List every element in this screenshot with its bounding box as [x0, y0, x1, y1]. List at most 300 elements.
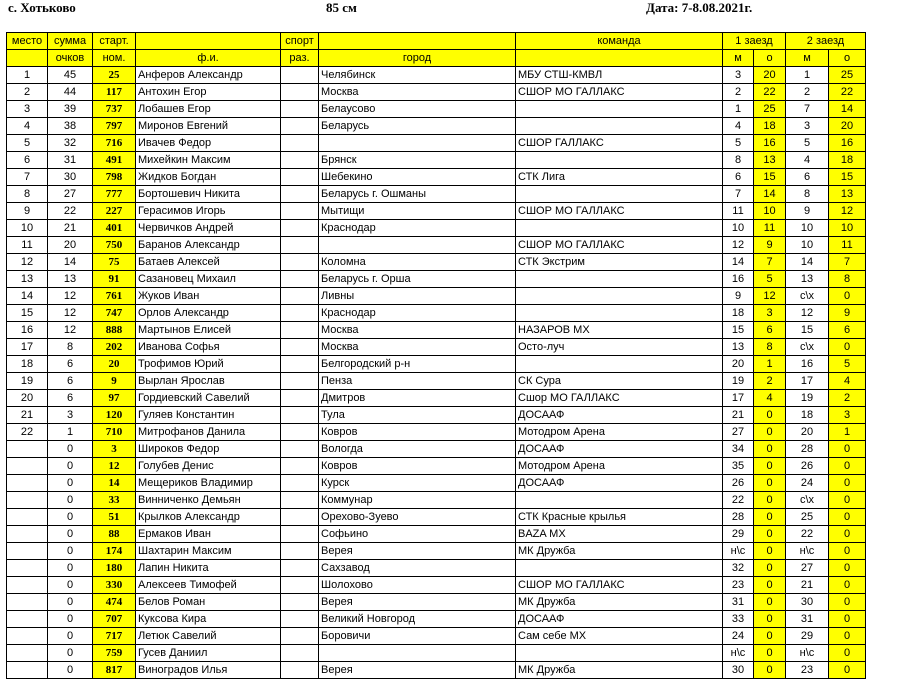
- cell-name: Анферов Александр: [136, 67, 281, 84]
- cell-name: Крылков Александр: [136, 509, 281, 526]
- cell-start-number: 798: [93, 169, 136, 186]
- cell-city: Шебекино: [319, 169, 516, 186]
- cell-points: 44: [48, 84, 93, 101]
- cell-sport-rank: [281, 543, 319, 560]
- cell-team: СШОР МО ГАЛЛАКС: [516, 84, 723, 101]
- cell-race-1-place: 4: [723, 118, 754, 135]
- cell-name: Ивачев Федор: [136, 135, 281, 152]
- cell-place: 2: [7, 84, 48, 101]
- cell-race-1-place: 31: [723, 594, 754, 611]
- cell-race-1-place: 35: [723, 458, 754, 475]
- cell-race-2-place: 1: [786, 67, 829, 84]
- cell-sport-rank: [281, 594, 319, 611]
- cell-race-2-points: 0: [829, 560, 866, 577]
- cell-race-2-place: 7: [786, 101, 829, 118]
- cell-city: Беларусь г. Орша: [319, 271, 516, 288]
- cell-team: Мотодром Арена: [516, 424, 723, 441]
- cell-team: [516, 220, 723, 237]
- cell-points: 0: [48, 577, 93, 594]
- cell-name: Летюк Савелий: [136, 628, 281, 645]
- cell-race-2-points: 0: [829, 509, 866, 526]
- cell-race-2-place: 25: [786, 509, 829, 526]
- cell-race-2-points: 0: [829, 577, 866, 594]
- cell-team: МК Дружба: [516, 594, 723, 611]
- cell-city: Великий Новгород: [319, 611, 516, 628]
- cell-team: [516, 560, 723, 577]
- cell-race-2-place: 10: [786, 220, 829, 237]
- table-row: [7, 152, 866, 169]
- cell-sport-rank: [281, 288, 319, 305]
- cell-city: Москва: [319, 84, 516, 101]
- cell-race-2-points: 0: [829, 526, 866, 543]
- cell-name: Лапин Никита: [136, 560, 281, 577]
- cell-name: Червичков Андрей: [136, 220, 281, 237]
- cell-race-2-place: 12: [786, 305, 829, 322]
- cell-place: 18: [7, 356, 48, 373]
- cell-race-2-place: 20: [786, 424, 829, 441]
- cell-race-1-place: 11: [723, 203, 754, 220]
- table-row: [7, 356, 866, 373]
- cell-start-number: 227: [93, 203, 136, 220]
- cell-sport-rank: [281, 271, 319, 288]
- cell-team: Мотодром Арена: [516, 458, 723, 475]
- cell-sport-rank: [281, 237, 319, 254]
- cell-sport-rank: [281, 101, 319, 118]
- cell-race-1-points: 0: [754, 475, 786, 492]
- cell-team: СТК Красные крылья: [516, 509, 723, 526]
- cell-race-1-place: 20: [723, 356, 754, 373]
- cell-city: Курск: [319, 475, 516, 492]
- cell-city: Мытищи: [319, 203, 516, 220]
- cell-race-2-place: 21: [786, 577, 829, 594]
- cell-city: Челябинск: [319, 67, 516, 84]
- header-place: место: [7, 33, 48, 50]
- cell-race-1-points: 0: [754, 407, 786, 424]
- cell-start-number: 20: [93, 356, 136, 373]
- cell-sport-rank: [281, 645, 319, 662]
- header-name: ф.и.: [136, 50, 281, 67]
- cell-race-1-points: 0: [754, 492, 786, 509]
- cell-name: Жуков Иван: [136, 288, 281, 305]
- cell-team: [516, 356, 723, 373]
- cell-team: ДОСААФ: [516, 475, 723, 492]
- cell-place: [7, 458, 48, 475]
- cell-place: [7, 645, 48, 662]
- cell-race-1-place: 2: [723, 84, 754, 101]
- cell-race-1-place: 23: [723, 577, 754, 594]
- cell-team: [516, 288, 723, 305]
- cell-start-number: 180: [93, 560, 136, 577]
- cell-race-1-place: 3: [723, 67, 754, 84]
- table-row: [7, 526, 866, 543]
- table-row: [7, 339, 866, 356]
- cell-name: Миронов Евгений: [136, 118, 281, 135]
- cell-race-1-points: 20: [754, 67, 786, 84]
- cell-name: Иванова Софья: [136, 339, 281, 356]
- cell-sport-rank: [281, 373, 319, 390]
- cell-race-2-points: 4: [829, 373, 866, 390]
- cell-race-1-place: 28: [723, 509, 754, 526]
- table-row: [7, 322, 866, 339]
- cell-team: ДОСААФ: [516, 441, 723, 458]
- cell-sport-rank: [281, 84, 319, 101]
- cell-place: 14: [7, 288, 48, 305]
- table-row: [7, 203, 866, 220]
- cell-race-2-points: 0: [829, 594, 866, 611]
- cell-race-2-place: 6: [786, 169, 829, 186]
- cell-race-1-place: 21: [723, 407, 754, 424]
- cell-team: СШОР МО ГАЛЛАКС: [516, 237, 723, 254]
- cell-points: 0: [48, 526, 93, 543]
- header-start-number-bottom: ном.: [93, 50, 136, 67]
- cell-city: Краснодар: [319, 305, 516, 322]
- cell-name: Михейкин Максим: [136, 152, 281, 169]
- cell-city: Беларусь: [319, 118, 516, 135]
- cell-race-1-points: 12: [754, 288, 786, 305]
- cell-race-2-points: 0: [829, 475, 866, 492]
- table-row: [7, 509, 866, 526]
- table-row: [7, 441, 866, 458]
- cell-race-2-points: 11: [829, 237, 866, 254]
- cell-race-2-points: 0: [829, 645, 866, 662]
- table-row: [7, 662, 866, 679]
- cell-city: Орехово-Зуево: [319, 509, 516, 526]
- cell-name: Баранов Александр: [136, 237, 281, 254]
- cell-city: Белгородский р-н: [319, 356, 516, 373]
- table-row: [7, 458, 866, 475]
- cell-points: 12: [48, 288, 93, 305]
- table-row: [7, 118, 866, 135]
- cell-race-1-points: 9: [754, 237, 786, 254]
- table-row: [7, 611, 866, 628]
- cell-name: Бортошевич Никита: [136, 186, 281, 203]
- cell-race-2-place: 23: [786, 662, 829, 679]
- cell-race-2-place: 27: [786, 560, 829, 577]
- table-row: [7, 424, 866, 441]
- cell-place: 3: [7, 101, 48, 118]
- table-row: [7, 288, 866, 305]
- cell-race-1-points: 0: [754, 441, 786, 458]
- cell-race-1-points: 2: [754, 373, 786, 390]
- cell-city: Тула: [319, 407, 516, 424]
- cell-start-number: 12: [93, 458, 136, 475]
- cell-start-number: 117: [93, 84, 136, 101]
- cell-race-2-points: 16: [829, 135, 866, 152]
- cell-city: Боровичи: [319, 628, 516, 645]
- cell-race-1-place: 22: [723, 492, 754, 509]
- cell-place: [7, 628, 48, 645]
- cell-place: [7, 475, 48, 492]
- cell-team: [516, 118, 723, 135]
- cell-sport-rank: [281, 67, 319, 84]
- cell-place: [7, 526, 48, 543]
- cell-race-1-points: 0: [754, 509, 786, 526]
- cell-race-2-place: 26: [786, 458, 829, 475]
- cell-start-number: 14: [93, 475, 136, 492]
- cell-race-1-place: 9: [723, 288, 754, 305]
- cell-points: 0: [48, 509, 93, 526]
- cell-start-number: 759: [93, 645, 136, 662]
- cell-race-1-points: 6: [754, 322, 786, 339]
- cell-race-1-points: 11: [754, 220, 786, 237]
- table-row: [7, 390, 866, 407]
- table-row: [7, 101, 866, 118]
- cell-race-1-points: 16: [754, 135, 786, 152]
- cell-race-1-place: 16: [723, 271, 754, 288]
- cell-start-number: 717: [93, 628, 136, 645]
- cell-city: Коммунар: [319, 492, 516, 509]
- cell-name: Мещериков Владимир: [136, 475, 281, 492]
- cell-start-number: 3: [93, 441, 136, 458]
- cell-race-2-place: 13: [786, 271, 829, 288]
- cell-name: Сазановец Михаил: [136, 271, 281, 288]
- cell-city: Ковров: [319, 424, 516, 441]
- cell-city: Беларусь г. Ошманы: [319, 186, 516, 203]
- cell-race-2-points: 7: [829, 254, 866, 271]
- cell-race-1-place: 24: [723, 628, 754, 645]
- cell-name: Орлов Александр: [136, 305, 281, 322]
- cell-sport-rank: [281, 152, 319, 169]
- cell-sport-rank: [281, 407, 319, 424]
- cell-name: Жидков Богдан: [136, 169, 281, 186]
- cell-points: 0: [48, 611, 93, 628]
- header-points: сумма: [48, 33, 93, 50]
- cell-city: [319, 135, 516, 152]
- table-row: [7, 84, 866, 101]
- cell-race-1-place: 7: [723, 186, 754, 203]
- cell-city: Сахзавод: [319, 560, 516, 577]
- table-row: [7, 407, 866, 424]
- cell-race-2-place: с\х: [786, 339, 829, 356]
- cell-start-number: 75: [93, 254, 136, 271]
- cell-sport-rank: [281, 118, 319, 135]
- cell-place: 1: [7, 67, 48, 84]
- cell-race-2-points: 0: [829, 543, 866, 560]
- cell-race-1-points: 4: [754, 390, 786, 407]
- cell-city: Москва: [319, 322, 516, 339]
- cell-race-2-place: 8: [786, 186, 829, 203]
- cell-points: 13: [48, 271, 93, 288]
- cell-city: Ливны: [319, 288, 516, 305]
- cell-name: Алексеев Тимофей: [136, 577, 281, 594]
- cell-start-number: 750: [93, 237, 136, 254]
- cell-race-1-place: 1: [723, 101, 754, 118]
- cell-points: 0: [48, 475, 93, 492]
- cell-race-2-points: 0: [829, 458, 866, 475]
- cell-start-number: 817: [93, 662, 136, 679]
- table-row: [7, 475, 866, 492]
- cell-name: Батаев Алексей: [136, 254, 281, 271]
- cell-place: 11: [7, 237, 48, 254]
- cell-name: Гусев Даниил: [136, 645, 281, 662]
- cell-start-number: 797: [93, 118, 136, 135]
- cell-points: 0: [48, 628, 93, 645]
- cell-race-1-place: 15: [723, 322, 754, 339]
- cell-sport-rank: [281, 509, 319, 526]
- cell-name: Широков Федор: [136, 441, 281, 458]
- cell-city: Пенза: [319, 373, 516, 390]
- cell-sport-rank: [281, 611, 319, 628]
- cell-start-number: 474: [93, 594, 136, 611]
- table-row: [7, 305, 866, 322]
- cell-race-2-place: 17: [786, 373, 829, 390]
- cell-start-number: 91: [93, 271, 136, 288]
- cell-points: 12: [48, 322, 93, 339]
- table-row: [7, 543, 866, 560]
- cell-name: Митрофанов Данила: [136, 424, 281, 441]
- cell-race-1-points: 0: [754, 662, 786, 679]
- cell-name: Шахтарин Максим: [136, 543, 281, 560]
- cell-points: 12: [48, 305, 93, 322]
- cell-team: [516, 305, 723, 322]
- cell-team: [516, 271, 723, 288]
- cell-race-1-place: 12: [723, 237, 754, 254]
- cell-place: 21: [7, 407, 48, 424]
- cell-city: Верея: [319, 594, 516, 611]
- cell-race-2-place: 28: [786, 441, 829, 458]
- cell-team: СШОР МО ГАЛЛАКС: [516, 577, 723, 594]
- cell-sport-rank: [281, 322, 319, 339]
- cell-place: 6: [7, 152, 48, 169]
- cell-start-number: 401: [93, 220, 136, 237]
- cell-points: 8: [48, 339, 93, 356]
- cell-start-number: 761: [93, 288, 136, 305]
- cell-name: Вырлан Ярослав: [136, 373, 281, 390]
- header-team: команда: [516, 33, 723, 50]
- cell-race-2-place: 22: [786, 526, 829, 543]
- cell-team: [516, 186, 723, 203]
- header-race-2-points: о: [829, 50, 866, 67]
- cell-place: [7, 509, 48, 526]
- table-row: [7, 577, 866, 594]
- cell-team: Сшор МО ГАЛЛАКС: [516, 390, 723, 407]
- cell-sport-rank: [281, 339, 319, 356]
- cell-name: Белов Роман: [136, 594, 281, 611]
- cell-team: [516, 492, 723, 509]
- table-row: [7, 254, 866, 271]
- cell-points: 0: [48, 560, 93, 577]
- cell-points: 39: [48, 101, 93, 118]
- cell-race-1-place: н\с: [723, 645, 754, 662]
- cell-start-number: 33: [93, 492, 136, 509]
- cell-race-1-points: 7: [754, 254, 786, 271]
- cell-start-number: 707: [93, 611, 136, 628]
- cell-place: [7, 441, 48, 458]
- cell-race-2-place: 5: [786, 135, 829, 152]
- cell-team: [516, 152, 723, 169]
- cell-city: Верея: [319, 662, 516, 679]
- cell-team: [516, 645, 723, 662]
- cell-points: 0: [48, 492, 93, 509]
- cell-sport-rank: [281, 424, 319, 441]
- cell-city: Москва: [319, 339, 516, 356]
- cell-race-1-place: 18: [723, 305, 754, 322]
- cell-race-1-points: 5: [754, 271, 786, 288]
- cell-name: Ермаков Иван: [136, 526, 281, 543]
- cell-race-1-points: 1: [754, 356, 786, 373]
- cell-points: 31: [48, 152, 93, 169]
- cell-points: 32: [48, 135, 93, 152]
- cell-city: Дмитров: [319, 390, 516, 407]
- table-row: [7, 560, 866, 577]
- cell-race-1-place: 27: [723, 424, 754, 441]
- cell-start-number: 202: [93, 339, 136, 356]
- cell-race-1-place: 5: [723, 135, 754, 152]
- cell-sport-rank: [281, 254, 319, 271]
- cell-race-2-points: 12: [829, 203, 866, 220]
- cell-place: 9: [7, 203, 48, 220]
- cell-city: Ковров: [319, 458, 516, 475]
- cell-race-2-place: 9: [786, 203, 829, 220]
- header-race-2-place: м: [786, 50, 829, 67]
- cell-city: Верея: [319, 543, 516, 560]
- cell-sport-rank: [281, 560, 319, 577]
- cell-race-2-place: с\х: [786, 288, 829, 305]
- header-race-1-place: м: [723, 50, 754, 67]
- cell-start-number: 97: [93, 390, 136, 407]
- cell-race-2-points: 13: [829, 186, 866, 203]
- cell-team: Осто-луч: [516, 339, 723, 356]
- cell-points: 20: [48, 237, 93, 254]
- cell-race-1-place: 14: [723, 254, 754, 271]
- cell-points: 30: [48, 169, 93, 186]
- header-sport-rank: спорт: [281, 33, 319, 50]
- cell-team: МК Дружба: [516, 543, 723, 560]
- cell-place: 12: [7, 254, 48, 271]
- cell-name: Лобашев Егор: [136, 101, 281, 118]
- cell-sport-rank: [281, 135, 319, 152]
- cell-points: 3: [48, 407, 93, 424]
- cell-race-1-points: 3: [754, 305, 786, 322]
- cell-race-2-points: 0: [829, 339, 866, 356]
- cell-sport-rank: [281, 186, 319, 203]
- cell-place: 20: [7, 390, 48, 407]
- cell-name: Герасимов Игорь: [136, 203, 281, 220]
- header-name-top: [136, 33, 281, 50]
- cell-race-2-points: 1: [829, 424, 866, 441]
- cell-sport-rank: [281, 526, 319, 543]
- cell-race-2-points: 3: [829, 407, 866, 424]
- cell-sport-rank: [281, 441, 319, 458]
- cell-sport-rank: [281, 577, 319, 594]
- cell-name: Гуляев Константин: [136, 407, 281, 424]
- table-row: [7, 271, 866, 288]
- cell-points: 0: [48, 662, 93, 679]
- cell-team: МК Дружба: [516, 662, 723, 679]
- cell-city: Белаусово: [319, 101, 516, 118]
- header-city: город: [319, 50, 516, 67]
- cell-start-number: 9: [93, 373, 136, 390]
- cell-race-2-points: 25: [829, 67, 866, 84]
- cell-sport-rank: [281, 305, 319, 322]
- cell-race-2-points: 2: [829, 390, 866, 407]
- cell-team: СШОР МО ГАЛЛАКС: [516, 203, 723, 220]
- cell-race-1-points: 25: [754, 101, 786, 118]
- cell-race-1-place: 29: [723, 526, 754, 543]
- cell-race-1-points: 0: [754, 458, 786, 475]
- cell-race-2-place: 29: [786, 628, 829, 645]
- cell-race-2-place: н\с: [786, 645, 829, 662]
- cell-race-2-points: 14: [829, 101, 866, 118]
- date-title: Дата: 7-8.08.2021г.: [646, 0, 753, 15]
- cell-race-1-place: 13: [723, 339, 754, 356]
- cell-race-2-points: 0: [829, 288, 866, 305]
- cell-name: Голубев Денис: [136, 458, 281, 475]
- header-row-1: [7, 33, 866, 50]
- class-title: 85 см: [326, 0, 357, 15]
- cell-place: [7, 611, 48, 628]
- cell-place: [7, 662, 48, 679]
